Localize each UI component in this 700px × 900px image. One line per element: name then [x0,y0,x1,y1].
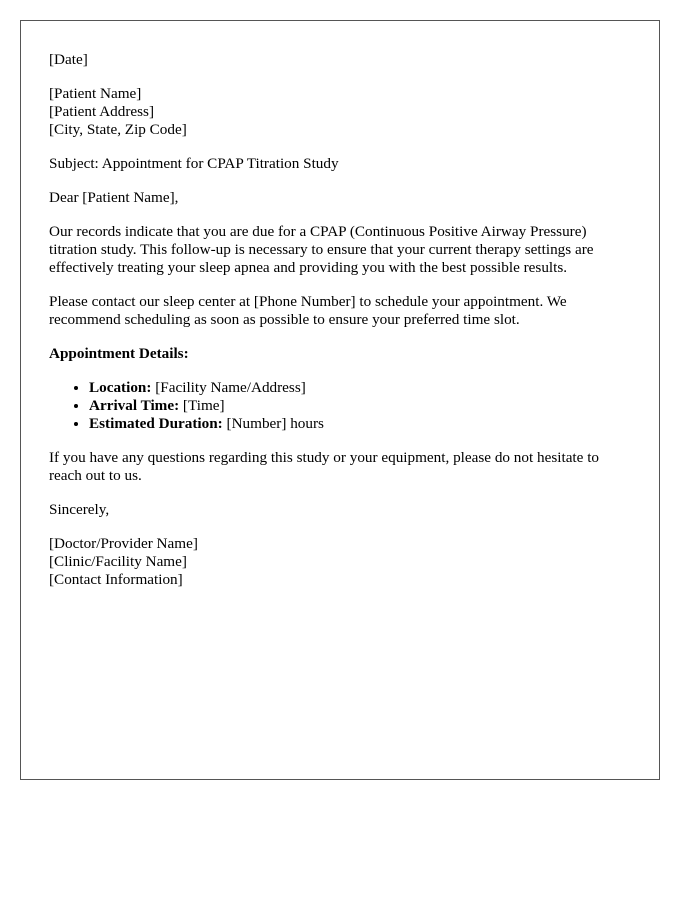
signature-block [49,535,631,589]
letter-paragraph-2: Please contact our sleep center at [Phone Number] to schedule your appointment. We recommend scheduling as soon as possible to ensure your preferred time slot. [49,293,567,328]
recipient-address: [Patient Address] [49,103,155,120]
recipient-city-state-zip: [City, State, Zip Code] [49,121,187,138]
recipient-name: [Patient Name] [49,85,142,102]
detail-arrival-time [89,397,631,415]
letter-paragraph-1: Our records indicate that you are due for a CPAP (Continuous Positive Airway Pressure) titration study. This follow-up is necessary to ensure that your current therapy settings are effectively treating your sleep apnea and providing you with the best possible results. [49,223,594,276]
detail-arrival-time-value: [Time] [179,397,225,414]
recipient-address-block [49,85,631,139]
letter-date: [Date] [49,51,88,68]
letter-page [20,20,660,780]
detail-arrival-time-label: Arrival Time: [89,397,180,414]
detail-estimated-duration [89,415,631,433]
letter-paragraph-3: If you have any questions regarding this study or your equipment, please do not hesitate to reach out to us. [49,449,600,484]
detail-estimated-duration-label: Estimated Duration: [89,415,223,432]
signature-facility-name: [Clinic/Facility Name] [49,553,187,570]
detail-location [89,379,631,397]
letter-closing: Sincerely, [49,501,110,518]
detail-estimated-duration-value: [Number] hours [222,415,324,432]
signature-provider-name: [Doctor/Provider Name] [49,535,198,552]
letter-salutation: Dear [Patient Name], [49,189,179,206]
detail-location-label: Location: [89,379,152,396]
detail-location-value: [Facility Name/Address] [151,379,306,396]
appointment-details-heading: Appointment Details: [49,345,189,362]
letter-subject: Subject: Appointment for CPAP Titration Study [49,155,339,172]
appointment-details-list [49,379,631,433]
signature-contact-info: [Contact Information] [49,571,183,588]
